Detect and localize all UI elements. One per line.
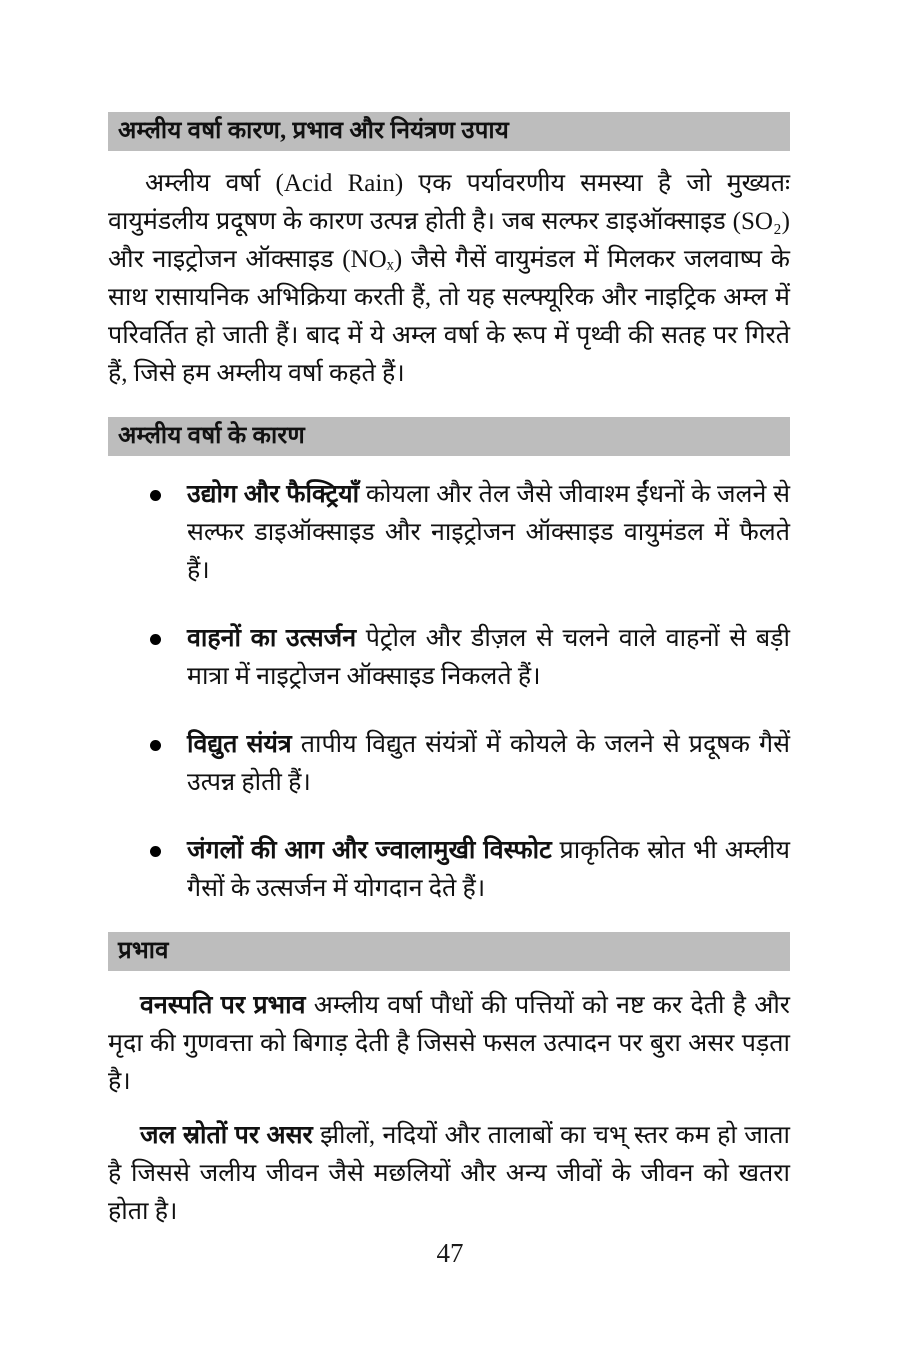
intro-paragraph: अम्लीय वर्षा (Acid Rain) एक पर्यावरणीय समस्या है जो मुख्यतः वायुमंडलीय प्रदूषण के कारण उत्पन्न होती है। जब सल्फर डाइऑक्साइड (SO₂) और नाइट्रोजन ऑक्साइड (NOₓ) जैसे गैसें वायुमंडल में मिलकर जलवाष्प के साथ रासायनिक अभिक्रिया करती हैं, तो यह सल्फ्यूरिक और नाइट्रिक अम्ल में परिवर्तित हो जाती हैं। बाद में ये अम्ल वर्षा के रूप में पृथ्वी की सतह पर गिरते हैं, जिसे हम अम्लीय वर्षा कहते हैं। (108, 170, 790, 387)
cause-lead: वाहनों का उत्सर्जन (187, 625, 357, 652)
effect-body: अम्लीय वर्षा पौधों की पत्तियों को नष्ट कर देती है और मृदा की गुणवत्ता को बिगाड़ देती है जिससे फसल उत्पादन पर बुरा असर पड़ता है। (108, 992, 790, 1095)
section-header-main (108, 112, 790, 151)
list-item-text (187, 620, 790, 696)
bullet-icon (150, 634, 161, 645)
list-item-text (187, 726, 790, 802)
list-item-industry (150, 476, 790, 590)
cause-body: कोयला और तेल जैसे जीवाश्म ईंधनों के जलने से सल्फर डाइऑक्साइड और नाइट्रोजन ऑक्साइड वायुमंडल में फैलते हैं। (187, 481, 790, 584)
bullet-icon (150, 846, 161, 857)
effect-paragraph-water (108, 1117, 790, 1231)
effect-lead: वनस्पति पर प्रभाव (140, 992, 306, 1019)
cause-body: तापीय विद्युत संयंत्रों में कोयले के जलने से प्रदूषक गैसें उत्पन्न होती हैं। (187, 731, 791, 796)
bullet-icon (150, 740, 161, 751)
list-item-power-plants (150, 726, 790, 802)
list-item-vehicles (150, 620, 790, 696)
section-header-effects-label: प्रभाव (118, 938, 169, 964)
causes-list (108, 476, 790, 908)
cause-lead: जंगलों की आग और ज्वालामुखी विस्फोट (187, 837, 552, 864)
bullet-icon (150, 490, 161, 501)
cause-lead: विद्युत संयंत्र (187, 731, 292, 758)
effect-body: झीलों, नदियों और तालाबों का चभ् स्तर कम हो जाता है जिससे जलीय जीवन जैसे मछलियों और अन्य जीवों के जीवन को खतरा होता है। (108, 1122, 791, 1225)
list-item-text (187, 476, 790, 590)
section-header-causes-label: अम्लीय वर्षा के कारण (118, 423, 305, 449)
cause-body: पेट्रोल और डीज़ल से चलने वाले वाहनों से बड़ी मात्रा में नाइट्रोजन ऑक्साइड निकलते हैं। (187, 625, 790, 690)
effect-lead: जल स्रोतों पर असर (140, 1122, 313, 1149)
list-item-natural-sources (150, 832, 790, 908)
cause-body: प्राकृतिक स्रोत भी अम्लीय गैसों के उत्सर्जन में योगदान देते हैं। (187, 837, 791, 902)
cause-lead: उद्योग और फैक्ट्रियाँ (187, 481, 360, 508)
effect-paragraph-vegetation (108, 987, 790, 1101)
list-item-text (187, 832, 790, 908)
section-header-main-label: अम्लीय वर्षा कारण, प्रभाव और नियंत्रण उपाय (118, 118, 509, 144)
section-header-effects (108, 932, 790, 971)
page-number: 47 (436, 1238, 464, 1268)
section-header-causes (108, 417, 790, 456)
